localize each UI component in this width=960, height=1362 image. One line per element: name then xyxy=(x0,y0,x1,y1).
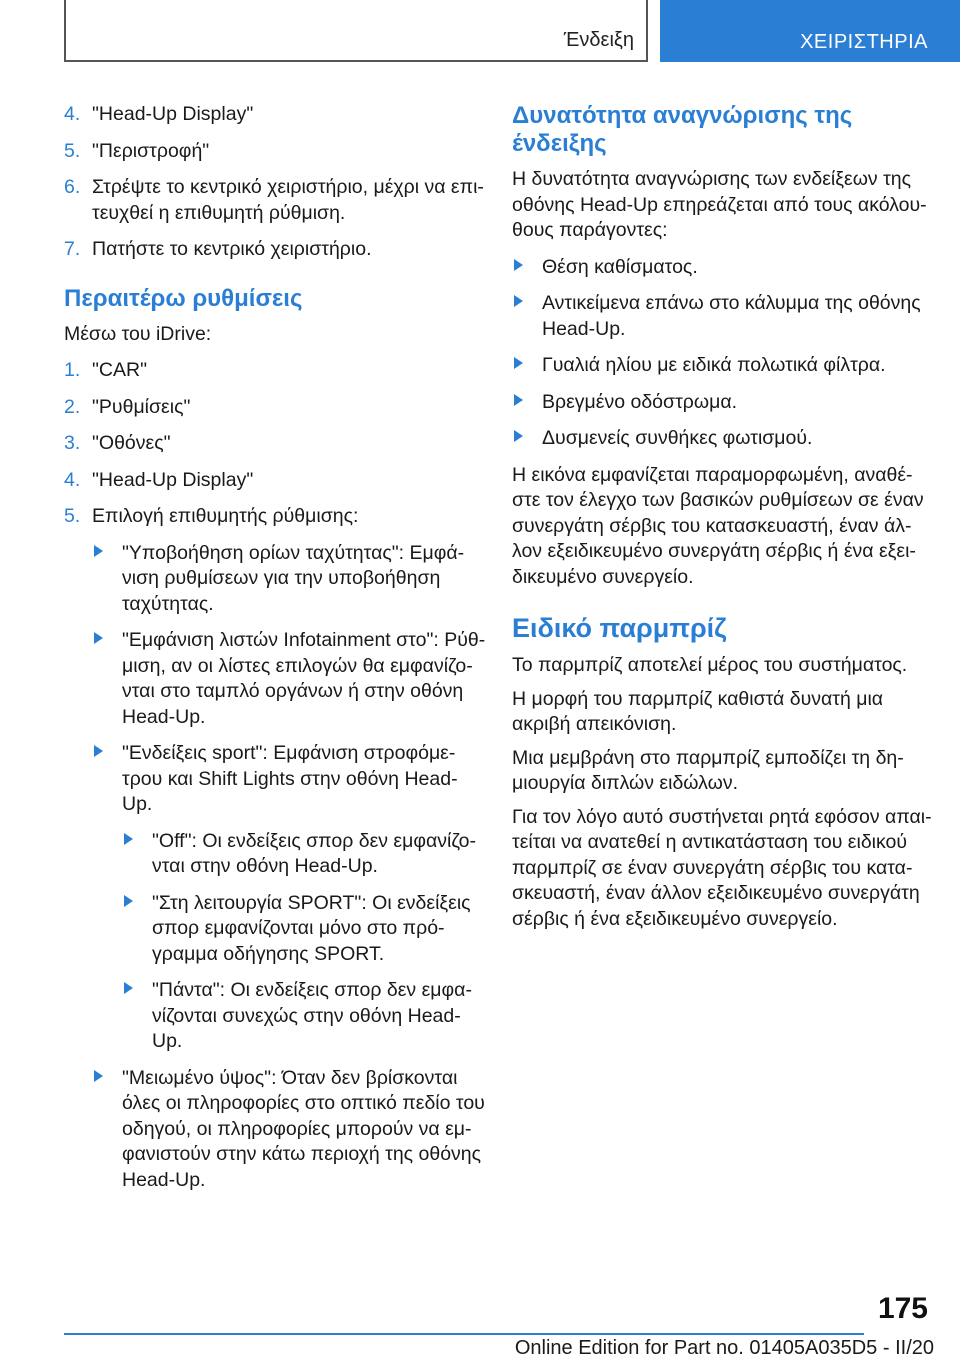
list-item xyxy=(512,390,932,416)
bullet-text: Αντικείμενα επάνω στο κάλυμμα της οθόνης Head-Up. xyxy=(542,292,921,340)
page-number: 175 xyxy=(877,1292,928,1325)
bullet-text: "Ενδείξεις sport": Εμφάνιση στροφόμετρου και Shift Lights στην οθόνη Head-Up. xyxy=(122,742,458,815)
triangle-bullet-icon xyxy=(94,545,103,557)
step-number: 7. xyxy=(64,238,81,260)
step-number: 2. xyxy=(64,395,81,418)
step-text: "Περιστροφή" xyxy=(92,139,210,162)
list-item xyxy=(512,291,932,342)
edition-note: Online Edition for Part no. 01405A035D5 - II/20 xyxy=(514,1337,934,1359)
step-text: "Οθόνες" xyxy=(92,432,171,454)
step-item xyxy=(64,139,486,165)
step-number: 1. xyxy=(64,359,81,381)
step-text: "Ρυθμίσεις" xyxy=(92,395,191,418)
step-number: 6. xyxy=(64,176,81,198)
sub-bullet-text: "Στη λειτουργία SPORT": Οι ενδείξεις σπορ εμφανίζονται μόνο στο πρόγραμμα οδήγησης SPORT. xyxy=(152,891,471,965)
readability-heading: Δυνατότητα αναγνώρισης της ένδειξης xyxy=(512,102,853,157)
triangle-bullet-icon xyxy=(514,295,523,307)
sub-list-item xyxy=(64,891,486,968)
list-item xyxy=(64,741,486,818)
distortion-note: Η εικόνα εμφανίζεται παραμορφωμένη, αναθέστε τον έλεγχο των βασικών ρυθμίσεων σε έναν συνεργάτη σέρβις του κατασκευαστή, έναν άλλον εξειδικευμένο συνεργάτη σέρβις ή ένα εξειδικευμένο συνεργείο. xyxy=(512,463,924,588)
triangle-bullet-icon xyxy=(94,745,103,757)
footer-divider xyxy=(64,1333,864,1335)
sub-list-item xyxy=(64,829,486,880)
readability-intro: Η δυνατότητα αναγνώρισης των ενδείξεων της οθόνης Head-Up επηρεάζεται από τους ακόλουθους παράγοντες: xyxy=(512,168,927,241)
step-item xyxy=(64,504,486,530)
step-item xyxy=(64,237,486,263)
step-text: "CAR" xyxy=(92,359,148,381)
header-chapter-tab xyxy=(660,0,960,62)
sub-bullet-text: "Off": Οι ενδείξεις σπορ δεν εμφανίζονται στην οθόνη Head-Up. xyxy=(152,829,476,877)
step-text: Πατήστε το κεντρικό χειριστήριο. xyxy=(92,238,372,260)
step-text: "Head-Up Display" xyxy=(92,103,254,125)
list-item xyxy=(64,628,486,730)
step-text: "Head-Up Display" xyxy=(92,468,254,491)
triangle-bullet-icon xyxy=(124,833,133,845)
list-item xyxy=(512,255,932,281)
step-text: Στρέψτε το κεντρικό χειριστήριο, μέχρι να επιτευχθεί η επιθυμητή ρύθμιση. xyxy=(92,176,484,224)
bullet-text: Θέση καθίσματος. xyxy=(542,255,698,278)
step-number: 5. xyxy=(64,505,81,527)
further-settings-heading: Περαιτέρω ρυθμίσεις xyxy=(64,284,303,312)
list-item xyxy=(512,426,932,452)
bullet-text: Γυαλιά ηλίου με ειδικά πολωτικά φίλτρα. xyxy=(542,354,886,376)
special-windscreen-heading: Ειδικό παρμπρίζ xyxy=(512,613,727,643)
paragraph: Η μορφή του παρμπρίζ καθιστά δυνατή μια ακριβή απεικόνιση. xyxy=(512,687,884,735)
triangle-bullet-icon xyxy=(124,895,133,907)
step-item xyxy=(64,358,486,384)
step-number: 5. xyxy=(64,139,81,162)
triangle-bullet-icon xyxy=(514,430,523,442)
step-item xyxy=(64,395,486,421)
chapter-title: ΧΕΙΡΙΣΤΗΡΙΑ xyxy=(800,31,928,53)
bullet-text: Δυσμενείς συνθήκες φωτισμού. xyxy=(542,427,813,449)
triangle-bullet-icon xyxy=(514,259,523,271)
triangle-bullet-icon xyxy=(514,394,523,406)
bullet-text: Βρεγμένο οδόστρωμα. xyxy=(542,390,738,413)
triangle-bullet-icon xyxy=(124,982,133,994)
list-item xyxy=(512,353,932,379)
step-item xyxy=(64,431,486,457)
paragraph: Το παρμπρίζ αποτελεί μέρος του συστήματος. xyxy=(512,654,908,676)
section-title: Ένδειξη xyxy=(563,29,634,51)
triangle-bullet-icon xyxy=(514,357,523,369)
bullet-text: "Εμφάνιση λιστών Infotainment στο": Ρύθμιση, αν οι λίστες επιλογών θα εμφανίζονται στο ταμπλό οργάνων ή στην οθόνη Head-Up. xyxy=(122,629,486,728)
paragraph: Μια μεμβράνη στο παρμπρίζ εμποδίζει τη δημιουργία διπλών ειδώλων. xyxy=(512,746,904,794)
paragraph: Για τον λόγο αυτό συστήνεται ρητά εφόσον απαιτείται να ανατεθεί η αντικατάσταση του ειδικού παρμπρίζ σε έναν συνεργάτη σέρβις του κατασκευαστή, έναν άλλον εξειδικευμένο συνεργάτη σέρβις ή ένα εξειδικευμένο συνεργείο. xyxy=(512,805,932,930)
step-number: 3. xyxy=(64,432,81,454)
step-item xyxy=(64,102,486,128)
triangle-bullet-icon xyxy=(94,632,103,644)
header-section-tab xyxy=(64,0,648,62)
left-column xyxy=(64,102,486,1204)
idrive-intro: Μέσω του iDrive: xyxy=(64,322,212,345)
sub-list-item xyxy=(64,978,486,1055)
list-item xyxy=(64,541,486,618)
step-number: 4. xyxy=(64,103,81,125)
triangle-bullet-icon xyxy=(94,1070,103,1082)
bullet-text: "Μειωμένο ύψος": Όταν δεν βρίσκονται όλες οι πληροφορίες στο οπτικό πεδίο του οδηγού, οι πληροφορίες μπορούν να εμφανιστούν στην κάτω περιοχή της οθόνης Head-Up. xyxy=(122,1066,485,1191)
step-item xyxy=(64,175,486,226)
step-number: 4. xyxy=(64,468,81,491)
bullet-text: "Υποβοήθηση ορίων ταχύτητας": Εμφάνιση ρυθμίσεων για την υποβοήθηση ταχύτητας. xyxy=(122,541,465,615)
sub-bullet-text: "Πάντα": Οι ενδείξεις σπορ δεν εμφανίζονται συνεχώς στην οθόνη Head-Up. xyxy=(152,979,472,1052)
list-item xyxy=(64,1066,486,1194)
step-text: Επιλογή επιθυμητής ρύθμισης: xyxy=(92,505,359,527)
step-item xyxy=(64,468,486,494)
right-column xyxy=(512,102,932,940)
